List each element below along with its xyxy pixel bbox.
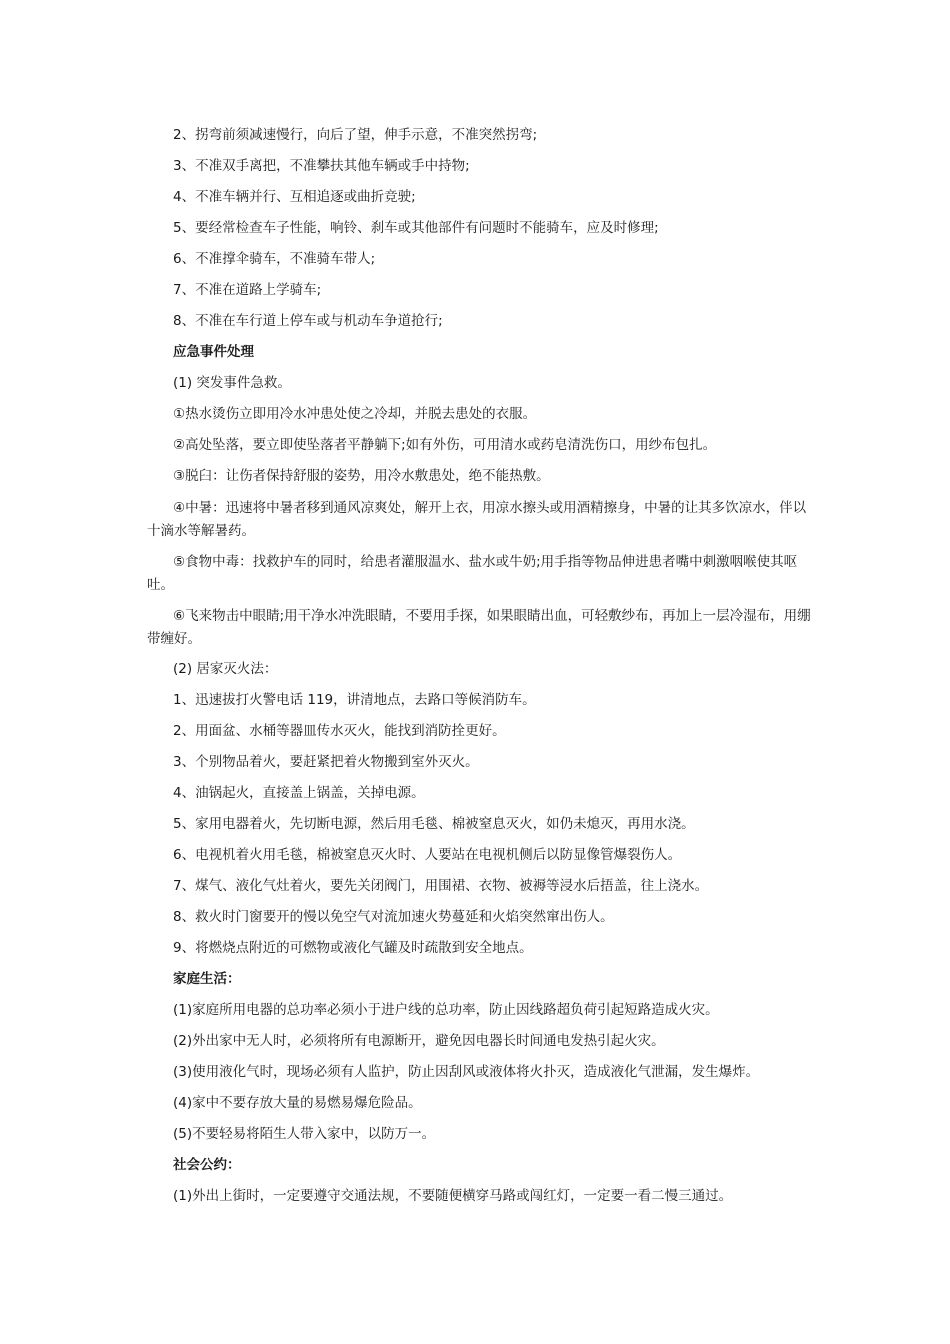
cycling-rule: 6、不准撑伞骑车，不准骑车带人; [173, 251, 376, 267]
fire-item: 6、电视机着火用毛毯，棉被窒息灭火时、人要站在电视机侧后以防显像管爆裂伤人。 [173, 847, 682, 863]
section-heading-social: 社会公约： [173, 1157, 241, 1173]
subsection-title-first-aid: (1) 突发事件急救。 [173, 375, 291, 391]
section-heading-home-life: 家庭生活： [173, 971, 241, 987]
home-life-item: (2)外出家中无人时，必须将所有电源断开，避免因电器长时间通电发热引起火灾。 [173, 1033, 665, 1049]
fire-item: 9、将燃烧点附近的可燃物或液化气罐及时疏散到安全地点。 [173, 940, 533, 956]
fire-item: 8、救火时门窗要开的慢以免空气对流加速火势蔓延和火焰突然窜出伤人。 [173, 909, 614, 925]
fire-item: 5、家用电器着火，先切断电源，然后用毛毯、棉被窒息灭火，如仍未熄灭，再用水浇。 [173, 816, 695, 832]
cycling-rule: 3、不准双手离把，不准攀扶其他车辆或手中持物; [173, 158, 470, 174]
home-life-item: (5)不要轻易将陌生人带入家中，以防万一。 [173, 1126, 436, 1142]
cycling-rule: 4、不准车辆并行、互相追逐或曲折竞驶; [173, 189, 416, 205]
fire-item: 2、用面盆、水桶等器皿传水灭火，能找到消防拴更好。 [173, 723, 506, 739]
cycling-rule: 8、不准在车行道上停车或与机动车争道抢行; [173, 313, 443, 329]
section-heading-emergency: 应急事件处理 [173, 344, 254, 360]
cycling-rule: 5、要经常检查车子性能，响铃、刹车或其他部件有问题时不能骑车，应及时修理; [173, 220, 659, 236]
fire-item: 4、油锅起火，直接盖上锅盖，关掉电源。 [173, 785, 425, 801]
home-life-item: (4)家中不要存放大量的易燃易爆危险品。 [173, 1095, 422, 1111]
first-aid-item: ③脱臼：让伤者保持舒服的姿势，用冷水敷患处，绝不能热敷。 [173, 468, 550, 484]
fire-item: 7、煤气、液化气灶着火，要先关闭阀门，用围裙、衣物、被褥等浸水后捂盖，往上浇水。 [173, 878, 709, 894]
cycling-rule: 2、拐弯前须减速慢行，向后了望，伸手示意，不准突然拐弯; [173, 127, 538, 143]
cycling-rule: 7、不准在道路上学骑车; [173, 282, 322, 298]
first-aid-item: ⑤食物中毒：找救护车的同时，给患者灌服温水、盐水或牛奶;用手指等物品伸进患者嘴中刺激咽喉使其呕吐。 [147, 554, 798, 593]
first-aid-item: ④中暑：迅速将中暑者移到通风凉爽处，解开上衣，用凉水擦头或用酒精擦身，中暑的让其多饮凉水，伴以十滴水等解暑药。 [147, 500, 807, 539]
first-aid-item: ①热水烫伤立即用冷水冲患处使之冷却，并脱去患处的衣服。 [173, 406, 537, 422]
document-body [147, 125, 813, 1217]
first-aid-item: ②高处坠落，要立即使坠落者平静躺下;如有外伤，可用清水或药皂清洗伤口，用纱布包扎。 [173, 437, 717, 453]
fire-item: 3、个别物品着火，要赶紧把着火物搬到室外灭火。 [173, 754, 479, 770]
home-life-item: (1)家庭所用电器的总功率必须小于进户线的总功率，防止因线路超负荷引起短路造成火灾。 [173, 1002, 719, 1018]
home-life-item: (3)使用液化气时，现场必须有人监护，防止因刮风或液体将火扑灭，造成液化气泄漏，发生爆炸。 [173, 1064, 760, 1080]
first-aid-item: ⑥飞来物击中眼睛;用干净水冲洗眼睛，不要用手探，如果眼睛出血，可轻敷纱布，再加上一层冷湿布，用绷带缠好。 [147, 608, 811, 647]
social-item: (1)外出上街时，一定要遵守交通法规，不要随便横穿马路或闯红灯，一定要一看二慢三通过。 [173, 1188, 733, 1204]
fire-item: 1、迅速拔打火警电话 119，讲清地点，去路口等候消防车。 [173, 692, 536, 708]
subsection-title-fire: (2) 居家灭火法： [173, 661, 278, 677]
